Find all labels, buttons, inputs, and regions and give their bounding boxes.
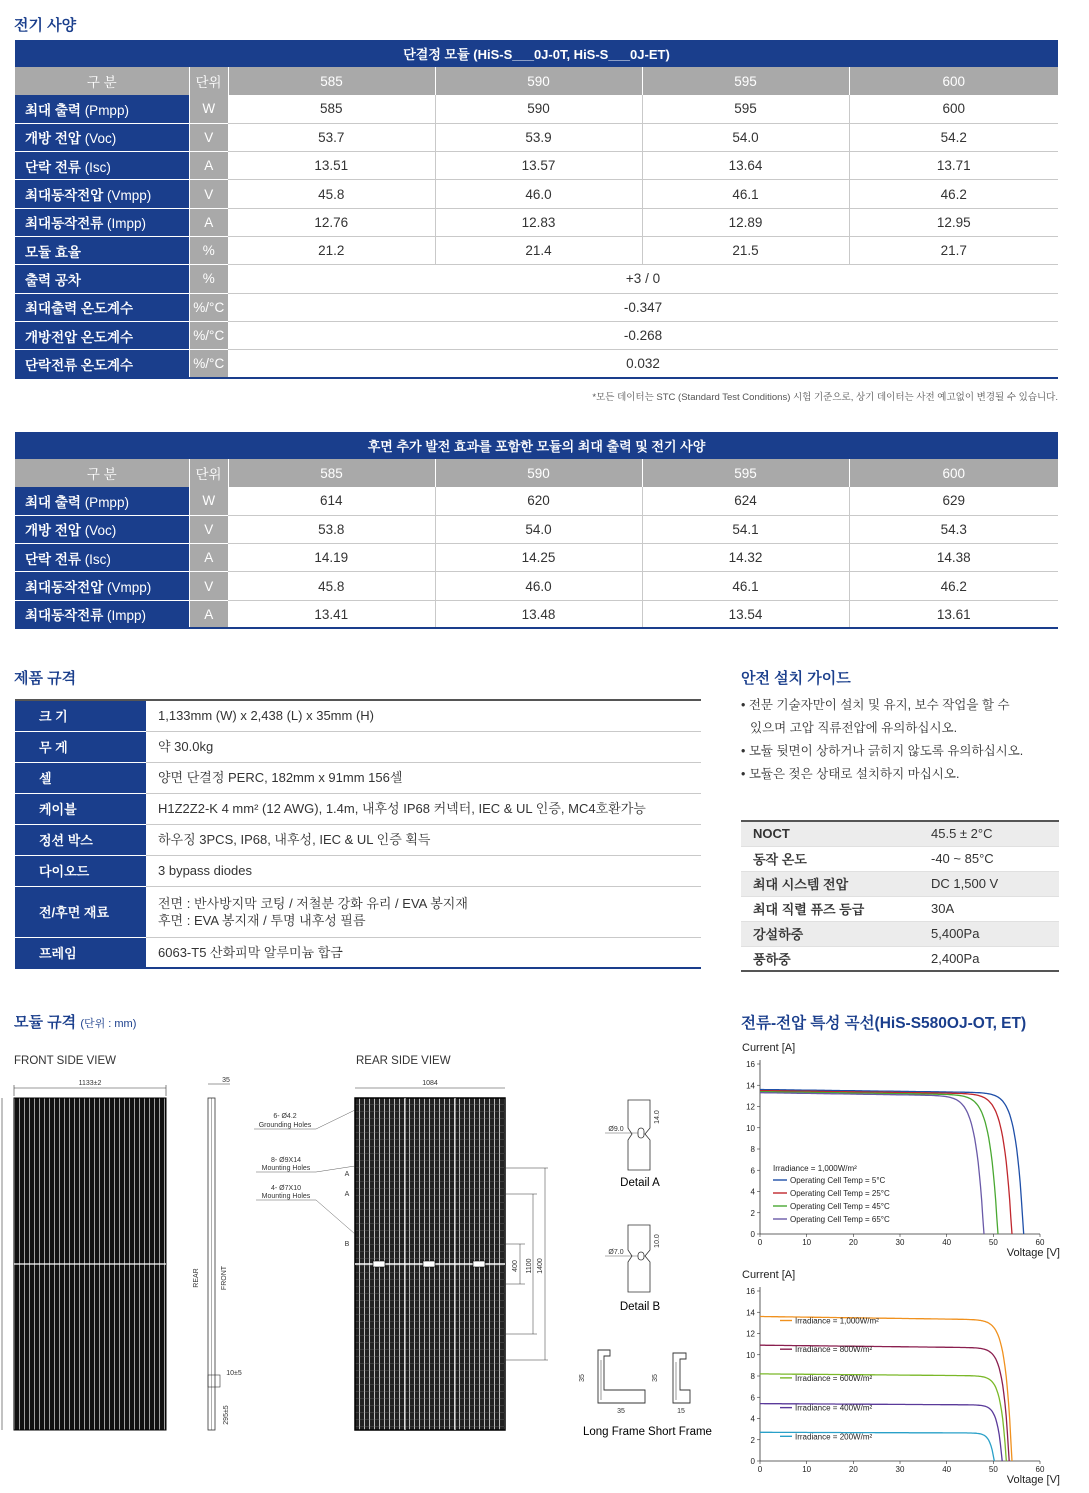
elec-row bbox=[15, 152, 1058, 180]
product-row-label: 크 기 bbox=[15, 700, 146, 731]
product-row-value: 6063-T5 산화피막 알루미늄 합금 bbox=[158, 944, 343, 960]
chart-x-tick-label: 0 bbox=[757, 1465, 763, 1474]
detail-a-diameter: Ø9.0 bbox=[608, 1126, 624, 1133]
iv-chart-temperature bbox=[738, 1038, 1068, 1260]
safety-row bbox=[741, 896, 1059, 921]
bifacial-row-label bbox=[15, 487, 189, 515]
chart-y-label: Current [A] bbox=[742, 1042, 796, 1054]
chart-x-tick-label: 0 bbox=[757, 1238, 763, 1247]
front-width-dim: 1133±2 bbox=[78, 1080, 102, 1087]
elec-cell: 12.83 bbox=[435, 208, 642, 236]
bifacial-row-label bbox=[15, 600, 189, 628]
product-row-value: 양면 단결정 PERC, 182mm x 91mm 156셀 bbox=[158, 770, 403, 785]
product-row-value-cell bbox=[146, 793, 701, 824]
long-frame-height: 35 bbox=[579, 1374, 586, 1382]
safety-value: 2,400Pa bbox=[931, 946, 1059, 971]
elec-row-sub: (Isc) bbox=[84, 159, 111, 175]
chart-x-tick-label: 40 bbox=[942, 1238, 952, 1247]
elec-cell: 12.76 bbox=[228, 208, 435, 236]
elec-row-unit: % bbox=[189, 236, 228, 264]
chart-x-label: Voltage [V] bbox=[1006, 1247, 1060, 1259]
elec-span-unit: %/°C bbox=[189, 350, 228, 378]
chart-x-tick-label: 10 bbox=[802, 1238, 812, 1247]
chart-y-tick-label: 10 bbox=[746, 1350, 755, 1360]
module-unit-note: (단위 : mm) bbox=[80, 1018, 137, 1030]
bifacial-model-590: 590 bbox=[435, 459, 642, 487]
bifacial-model-585: 585 bbox=[228, 459, 435, 487]
chart-x-tick-label: 50 bbox=[988, 1238, 998, 1247]
product-row-label: 케이블 bbox=[15, 793, 146, 824]
product-row-value: 1,133mm (W) x 2,438 (L) x 35mm (H) bbox=[158, 708, 374, 724]
product-table-wrap bbox=[15, 699, 701, 969]
bifacial-cell: 620 bbox=[435, 487, 642, 515]
chart-x-tick-label: 50 bbox=[988, 1465, 998, 1474]
elec-span-unit: %/°C bbox=[189, 293, 228, 321]
bifacial-row bbox=[15, 544, 1058, 572]
safety-key: 풍하중 bbox=[741, 946, 931, 971]
elec-cell: 590 bbox=[435, 95, 642, 123]
detail-a-label: Detail A bbox=[620, 1177, 660, 1189]
bifacial-row-name: 최대동작전류 bbox=[25, 608, 104, 624]
chart-y-tick-label: 12 bbox=[746, 1102, 755, 1112]
side-front-label: FRONT bbox=[221, 1265, 228, 1291]
bifacial-cell: 13.48 bbox=[435, 600, 642, 628]
chart-x-tick-label: 60 bbox=[1035, 1465, 1045, 1474]
elec-row bbox=[15, 180, 1058, 208]
bifacial-row bbox=[15, 487, 1058, 515]
elec-row bbox=[15, 208, 1058, 236]
chart-y-tick-label: 6 bbox=[750, 1393, 755, 1403]
chart-legend-label: Operating Cell Temp = 65°C bbox=[790, 1215, 890, 1224]
module-title-text: 모듈 규격 bbox=[14, 1014, 77, 1031]
mark-a-2: A bbox=[344, 1191, 350, 1198]
chart-legend-label: Operating Cell Temp = 25°C bbox=[790, 1189, 890, 1198]
chart-legend-label: Irradiance = 1,000W/m² bbox=[795, 1316, 879, 1326]
bifacial-row-label bbox=[15, 515, 189, 543]
elec-cell: 53.7 bbox=[228, 123, 435, 151]
elec-row-label bbox=[15, 95, 189, 123]
elec-cell: 13.51 bbox=[228, 152, 435, 180]
elec-span-label: 단락전류 온도계수 bbox=[15, 350, 189, 378]
chart-y-label: Current [A] bbox=[742, 1269, 796, 1281]
chart-x-label: Voltage [V] bbox=[1006, 1474, 1060, 1486]
chart-legend-title: Irradiance = 1,000W/m² bbox=[773, 1164, 857, 1173]
chart-legend-label: Irradiance = 200W/m² bbox=[795, 1432, 873, 1442]
product-row bbox=[15, 731, 701, 762]
elec-model-600: 600 bbox=[849, 67, 1058, 95]
bifacial-row-label bbox=[15, 572, 189, 600]
product-row-label: 셀 bbox=[15, 762, 146, 793]
product-row bbox=[15, 886, 701, 937]
elec-span-label: 개방전압 온도계수 bbox=[15, 321, 189, 349]
bifacial-row-sub: (Impp) bbox=[107, 608, 147, 624]
dim-1400: 1400 bbox=[537, 1258, 544, 1274]
chart-series-line bbox=[760, 1091, 1012, 1234]
elec-span-row bbox=[15, 293, 1058, 321]
elec-row-unit: W bbox=[189, 95, 228, 123]
bifacial-row-sub: (Pmpp) bbox=[84, 494, 129, 510]
product-row-value-cell bbox=[146, 731, 701, 762]
elec-cell: 53.9 bbox=[435, 123, 642, 151]
mark-a-1: A bbox=[344, 1171, 350, 1178]
bifacial-row bbox=[15, 600, 1058, 628]
bifacial-cell: 13.61 bbox=[849, 600, 1058, 628]
safety-row bbox=[741, 921, 1059, 946]
elec-row-label bbox=[15, 180, 189, 208]
bifacial-cell: 13.54 bbox=[642, 600, 849, 628]
safety-row bbox=[741, 946, 1059, 971]
short-frame bbox=[648, 1353, 712, 1438]
elec-row bbox=[15, 123, 1058, 151]
chart-y-tick-label: 8 bbox=[750, 1372, 755, 1381]
bifacial-cell: 45.8 bbox=[228, 572, 435, 600]
elec-model-595: 595 bbox=[642, 67, 849, 95]
elec-col-unit: 단위 bbox=[189, 67, 228, 95]
chart-legend-label: Irradiance = 400W/m² bbox=[795, 1403, 873, 1413]
module-title bbox=[14, 1011, 136, 1032]
mount1-label: Mounting Holes bbox=[261, 1165, 311, 1172]
elec-cell: 13.71 bbox=[849, 152, 1058, 180]
elec-row-name: 단락 전류 bbox=[25, 159, 81, 175]
elec-span-row bbox=[15, 321, 1058, 349]
elec-row bbox=[15, 236, 1058, 264]
product-title: 제품 규격 bbox=[14, 670, 77, 687]
elec-span-row bbox=[15, 265, 1058, 293]
bifacial-row-unit: A bbox=[189, 600, 228, 628]
bifacial-col-label: 구 분 bbox=[15, 459, 189, 487]
short-frame-label: Short Frame bbox=[648, 1426, 712, 1438]
bifacial-cell: 54.3 bbox=[849, 515, 1058, 543]
rear-width-dim: 1084 bbox=[422, 1080, 438, 1087]
elec-cell: 13.57 bbox=[435, 152, 642, 180]
chart-y-tick-label: 6 bbox=[750, 1166, 755, 1176]
elec-model-590: 590 bbox=[435, 67, 642, 95]
iv-title: 전류-전압 특성 곡선(HiS-S580OJ-OT, ET) bbox=[741, 1015, 1027, 1032]
bifacial-row-sub: (Isc) bbox=[84, 551, 111, 567]
mark-b: B bbox=[344, 1241, 350, 1248]
product-row-value-cell bbox=[146, 886, 701, 937]
elec-span-unit: % bbox=[189, 265, 228, 293]
elec-cell: 595 bbox=[642, 95, 849, 123]
bifacial-table bbox=[15, 432, 1058, 629]
safety-value: 30A bbox=[931, 896, 1059, 921]
safety-row bbox=[741, 871, 1059, 896]
short-frame-width: 15 bbox=[677, 1408, 685, 1415]
product-row bbox=[15, 793, 701, 824]
chart-legend-label: Operating Cell Temp = 45°C bbox=[790, 1202, 890, 1211]
elec-table-wrap bbox=[15, 40, 1058, 379]
elec-span-value: +3 / 0 bbox=[228, 265, 1058, 293]
safety-bullet-1: • 전문 기술자만이 설치 및 유지, 보수 작업을 할 수 bbox=[741, 698, 1010, 712]
chart-y-tick-label: 4 bbox=[750, 1414, 755, 1424]
safety-key: NOCT bbox=[741, 821, 931, 846]
safety-bullet-1b: 있으며 고압 직류전압에 유의하십시오. bbox=[750, 721, 958, 735]
bifacial-cell: 54.0 bbox=[435, 515, 642, 543]
bifacial-table-wrap bbox=[15, 432, 1058, 629]
side-thick-dim: 35 bbox=[222, 1077, 230, 1084]
elec-cell: 45.8 bbox=[228, 180, 435, 208]
elec-row-sub: (Impp) bbox=[107, 216, 147, 232]
chart-x-tick-label: 30 bbox=[895, 1238, 905, 1247]
bifacial-cell: 13.41 bbox=[228, 600, 435, 628]
safety-row bbox=[741, 846, 1059, 871]
bifacial-row-label bbox=[15, 544, 189, 572]
bifacial-row bbox=[15, 515, 1058, 543]
product-row-label: 전/후면 재료 bbox=[15, 886, 146, 937]
elec-cell: 46.1 bbox=[642, 180, 849, 208]
side-view bbox=[193, 1077, 242, 1430]
detail-b-height: 10.0 bbox=[654, 1234, 661, 1248]
product-row-value-cell bbox=[146, 855, 701, 886]
elec-row-name: 모듈 효율 bbox=[25, 244, 81, 260]
elec-span-value: -0.347 bbox=[228, 293, 1058, 321]
chart-x-tick-label: 30 bbox=[895, 1465, 905, 1474]
bifacial-cell: 629 bbox=[849, 487, 1058, 515]
product-row-label: 무 게 bbox=[15, 731, 146, 762]
safety-value: -40 ~ 85°C bbox=[931, 846, 1059, 871]
module-drawing bbox=[0, 1070, 720, 1490]
product-row-value-cell bbox=[146, 762, 701, 793]
product-row-value-cell bbox=[146, 937, 701, 968]
product-row bbox=[15, 762, 701, 793]
bifacial-row-name: 개방 전압 bbox=[25, 523, 81, 539]
safety-guide bbox=[741, 694, 1023, 786]
bifacial-cell: 14.19 bbox=[228, 544, 435, 572]
bifacial-row bbox=[15, 572, 1058, 600]
chart-x-tick-label: 20 bbox=[848, 1238, 858, 1247]
bifacial-cell: 14.25 bbox=[435, 544, 642, 572]
bifacial-row-unit: W bbox=[189, 487, 228, 515]
bifacial-row-name: 단락 전류 bbox=[25, 551, 81, 567]
product-row-value-cell bbox=[146, 700, 701, 731]
detail-a-height: 14.0 bbox=[654, 1110, 661, 1124]
safety-table bbox=[741, 820, 1059, 972]
product-row bbox=[15, 937, 701, 968]
rear-view-label: REAR SIDE VIEW bbox=[356, 1055, 451, 1067]
elec-row-label bbox=[15, 208, 189, 236]
mount1-dim: 8- Ø9X14 bbox=[271, 1157, 301, 1164]
elec-cell: 21.5 bbox=[642, 236, 849, 264]
side-10-dim: 10±5 bbox=[226, 1370, 242, 1377]
chart-series-line bbox=[760, 1374, 1006, 1461]
bifacial-cell: 614 bbox=[228, 487, 435, 515]
elec-cell: 21.4 bbox=[435, 236, 642, 264]
elec-cell: 54.0 bbox=[642, 123, 849, 151]
elec-row-sub: (Pmpp) bbox=[84, 102, 129, 118]
elec-row-label bbox=[15, 152, 189, 180]
elec-row-name: 최대동작전압 bbox=[25, 188, 104, 204]
product-row-value: 3 bypass diodes bbox=[158, 863, 252, 878]
elec-span-label: 출력 공차 bbox=[15, 265, 189, 293]
mount2-label: Mounting Holes bbox=[261, 1193, 311, 1200]
chart-y-tick-label: 16 bbox=[746, 1287, 755, 1296]
elec-span-unit: %/°C bbox=[189, 321, 228, 349]
elec-model-header: 단결정 모듈 (HiS-S___0J-0T, HiS-S___0J-ET) bbox=[15, 40, 1058, 67]
bifacial-cell: 46.2 bbox=[849, 572, 1058, 600]
product-row-value: 하우징 3PCS, IP68, 내후성, IEC & UL 인증 획득 bbox=[158, 832, 431, 847]
product-row-label: 프레임 bbox=[15, 937, 146, 968]
bifacial-row-unit: V bbox=[189, 572, 228, 600]
elec-span-value: 0.032 bbox=[228, 350, 1058, 378]
safety-bullet-3: • 모듈은 젖은 상태로 설치하지 마십시오. bbox=[741, 767, 960, 781]
side-rear-label: REAR bbox=[193, 1268, 200, 1288]
product-table bbox=[15, 699, 701, 969]
long-frame bbox=[579, 1350, 645, 1438]
elec-span-value: -0.268 bbox=[228, 321, 1058, 349]
elec-cell: 54.2 bbox=[849, 123, 1058, 151]
elec-row-label bbox=[15, 123, 189, 151]
elec-row bbox=[15, 95, 1058, 123]
elec-cell: 13.64 bbox=[642, 152, 849, 180]
elec-row-unit: A bbox=[189, 208, 228, 236]
elec-span-row bbox=[15, 350, 1058, 378]
chart-legend-label: Irradiance = 600W/m² bbox=[795, 1373, 873, 1383]
elec-cell: 46.0 bbox=[435, 180, 642, 208]
chart-legend-label: Irradiance = 800W/m² bbox=[795, 1345, 873, 1355]
elec-cell: 46.2 bbox=[849, 180, 1058, 208]
product-row bbox=[15, 824, 701, 855]
bifacial-cell: 46.1 bbox=[642, 572, 849, 600]
safety-key: 최대 시스템 전압 bbox=[741, 871, 931, 896]
mount2-dim: 4- Ø7X10 bbox=[271, 1185, 301, 1192]
bifacial-cell: 624 bbox=[642, 487, 849, 515]
rear-panel bbox=[254, 1080, 548, 1430]
product-row bbox=[15, 700, 701, 731]
chart-y-tick-label: 2 bbox=[750, 1208, 755, 1218]
product-row-label: 정션 박스 bbox=[15, 824, 146, 855]
bifacial-cell: 14.38 bbox=[849, 544, 1058, 572]
chart-series-line bbox=[760, 1090, 1024, 1235]
safety-title: 안전 설치 가이드 bbox=[741, 670, 851, 687]
elec-row-unit: A bbox=[189, 152, 228, 180]
front-view-label: FRONT SIDE VIEW bbox=[14, 1055, 117, 1067]
bifacial-model-600: 600 bbox=[849, 459, 1058, 487]
chart-y-tick-label: 14 bbox=[746, 1308, 755, 1318]
detail-a bbox=[605, 1100, 661, 1189]
safety-table-wrap bbox=[741, 820, 1059, 972]
chart-y-tick-label: 10 bbox=[746, 1123, 755, 1133]
product-row-value: 약 30.0kg bbox=[158, 739, 214, 754]
elec-row-sub: (Vmpp) bbox=[107, 188, 152, 204]
elec-title: 전기 사양 bbox=[14, 17, 77, 34]
elec-cell: 12.89 bbox=[642, 208, 849, 236]
bifacial-cell: 14.32 bbox=[642, 544, 849, 572]
bifacial-cell: 46.0 bbox=[435, 572, 642, 600]
elec-note: *모든 데이터는 STC (Standard Test Conditions) 시험 기준으로, 상기 데이터는 사전 예고없이 변경될 수 있습니다. bbox=[592, 392, 1058, 403]
detail-b bbox=[605, 1225, 661, 1313]
bifacial-row-sub: (Vmpp) bbox=[107, 580, 152, 596]
elec-row-unit: V bbox=[189, 123, 228, 151]
bifacial-row-unit: V bbox=[189, 515, 228, 543]
elec-span-label: 최대출력 온도계수 bbox=[15, 293, 189, 321]
elec-cell: 21.2 bbox=[228, 236, 435, 264]
bifacial-col-unit: 단위 bbox=[189, 459, 228, 487]
long-frame-label: Long Frame bbox=[582, 1426, 646, 1438]
elec-cell: 12.95 bbox=[849, 208, 1058, 236]
chart-y-tick-label: 0 bbox=[750, 1457, 755, 1466]
elec-cell: 600 bbox=[849, 95, 1058, 123]
product-row-label: 다이오드 bbox=[15, 855, 146, 886]
front-panel bbox=[2, 1080, 166, 1430]
bifacial-header: 후면 추가 발전 효과를 포함한 모듈의 최대 출력 및 전기 사양 bbox=[15, 432, 1058, 459]
chart-y-tick-label: 4 bbox=[750, 1187, 755, 1197]
elec-row-sub: (Voc) bbox=[84, 131, 117, 147]
elec-col-label: 구 분 bbox=[15, 67, 189, 95]
safety-row bbox=[741, 821, 1059, 846]
elec-table bbox=[15, 40, 1058, 379]
chart-series-line bbox=[760, 1092, 998, 1234]
elec-model-585: 585 bbox=[228, 67, 435, 95]
bifacial-model-595: 595 bbox=[642, 459, 849, 487]
safety-key: 최대 직렬 퓨즈 등급 bbox=[741, 896, 931, 921]
chart-x-tick-label: 40 bbox=[942, 1465, 952, 1474]
elec-row-name: 최대동작전류 bbox=[25, 216, 104, 232]
elec-row-label bbox=[15, 236, 189, 264]
elec-row-name: 개방 전압 bbox=[25, 131, 81, 147]
grounding-label: Grounding Holes bbox=[258, 1122, 312, 1129]
elec-row-name: 최대 출력 bbox=[25, 102, 81, 118]
elec-cell: 21.7 bbox=[849, 236, 1058, 264]
dim-1100: 1100 bbox=[526, 1258, 533, 1274]
chart-y-tick-label: 0 bbox=[750, 1230, 755, 1239]
bifacial-row-unit: A bbox=[189, 544, 228, 572]
product-row-value: H1Z2Z2-K 4 mm² (12 AWG), 1.4m, 내후성 IP68 커넥터, IEC & UL 인증, MC4호환가능 bbox=[158, 801, 646, 816]
chart-x-tick-label: 20 bbox=[848, 1465, 858, 1474]
long-frame-width: 35 bbox=[617, 1408, 625, 1415]
chart-legend-label: Operating Cell Temp = 5°C bbox=[790, 1176, 886, 1185]
dim-400: 400 bbox=[512, 1260, 519, 1272]
chart-y-tick-label: 16 bbox=[746, 1060, 755, 1069]
safety-key: 강설하중 bbox=[741, 921, 931, 946]
safety-value: 45.5 ± 2°C bbox=[931, 821, 1059, 846]
chart-y-tick-label: 14 bbox=[746, 1081, 755, 1091]
detail-b-diameter: Ø7.0 bbox=[608, 1249, 624, 1256]
chart-y-tick-label: 12 bbox=[746, 1329, 755, 1339]
short-frame-height: 35 bbox=[652, 1374, 659, 1382]
chart-x-tick-label: 10 bbox=[802, 1465, 812, 1474]
chart-y-tick-label: 8 bbox=[750, 1145, 755, 1154]
bifacial-cell: 53.8 bbox=[228, 515, 435, 543]
bifacial-row-sub: (Voc) bbox=[84, 523, 117, 539]
product-row bbox=[15, 855, 701, 886]
bifacial-cell: 54.1 bbox=[642, 515, 849, 543]
safety-value: 5,400Pa bbox=[931, 921, 1059, 946]
chart-x-tick-label: 60 bbox=[1035, 1238, 1045, 1247]
safety-value: DC 1,500 V bbox=[931, 871, 1059, 896]
grounding-dim: 6- Ø4.2 bbox=[273, 1113, 297, 1120]
bifacial-row-name: 최대 출력 bbox=[25, 494, 81, 510]
elec-row-unit: V bbox=[189, 180, 228, 208]
iv-chart-irradiance bbox=[738, 1265, 1068, 1489]
product-row-value2: 후면 : EVA 봉지재 / 투명 내후성 필름 bbox=[158, 912, 366, 928]
elec-cell: 585 bbox=[228, 95, 435, 123]
detail-b-label: Detail B bbox=[619, 1301, 661, 1313]
bifacial-row-name: 최대동작전압 bbox=[25, 580, 104, 596]
safety-key: 동작 온도 bbox=[741, 846, 931, 871]
product-row-value-cell bbox=[146, 824, 701, 855]
side-295-dim: 295±5 bbox=[223, 1405, 230, 1425]
chart-y-tick-label: 2 bbox=[750, 1435, 755, 1445]
safety-bullet-2: • 모듈 뒷면이 상하거나 긁히지 않도록 유의하십시오. bbox=[741, 744, 1024, 758]
product-row-value: 전면 : 반사방지막 코팅 / 저철분 강화 유리 / EVA 봉지재 bbox=[158, 895, 468, 911]
